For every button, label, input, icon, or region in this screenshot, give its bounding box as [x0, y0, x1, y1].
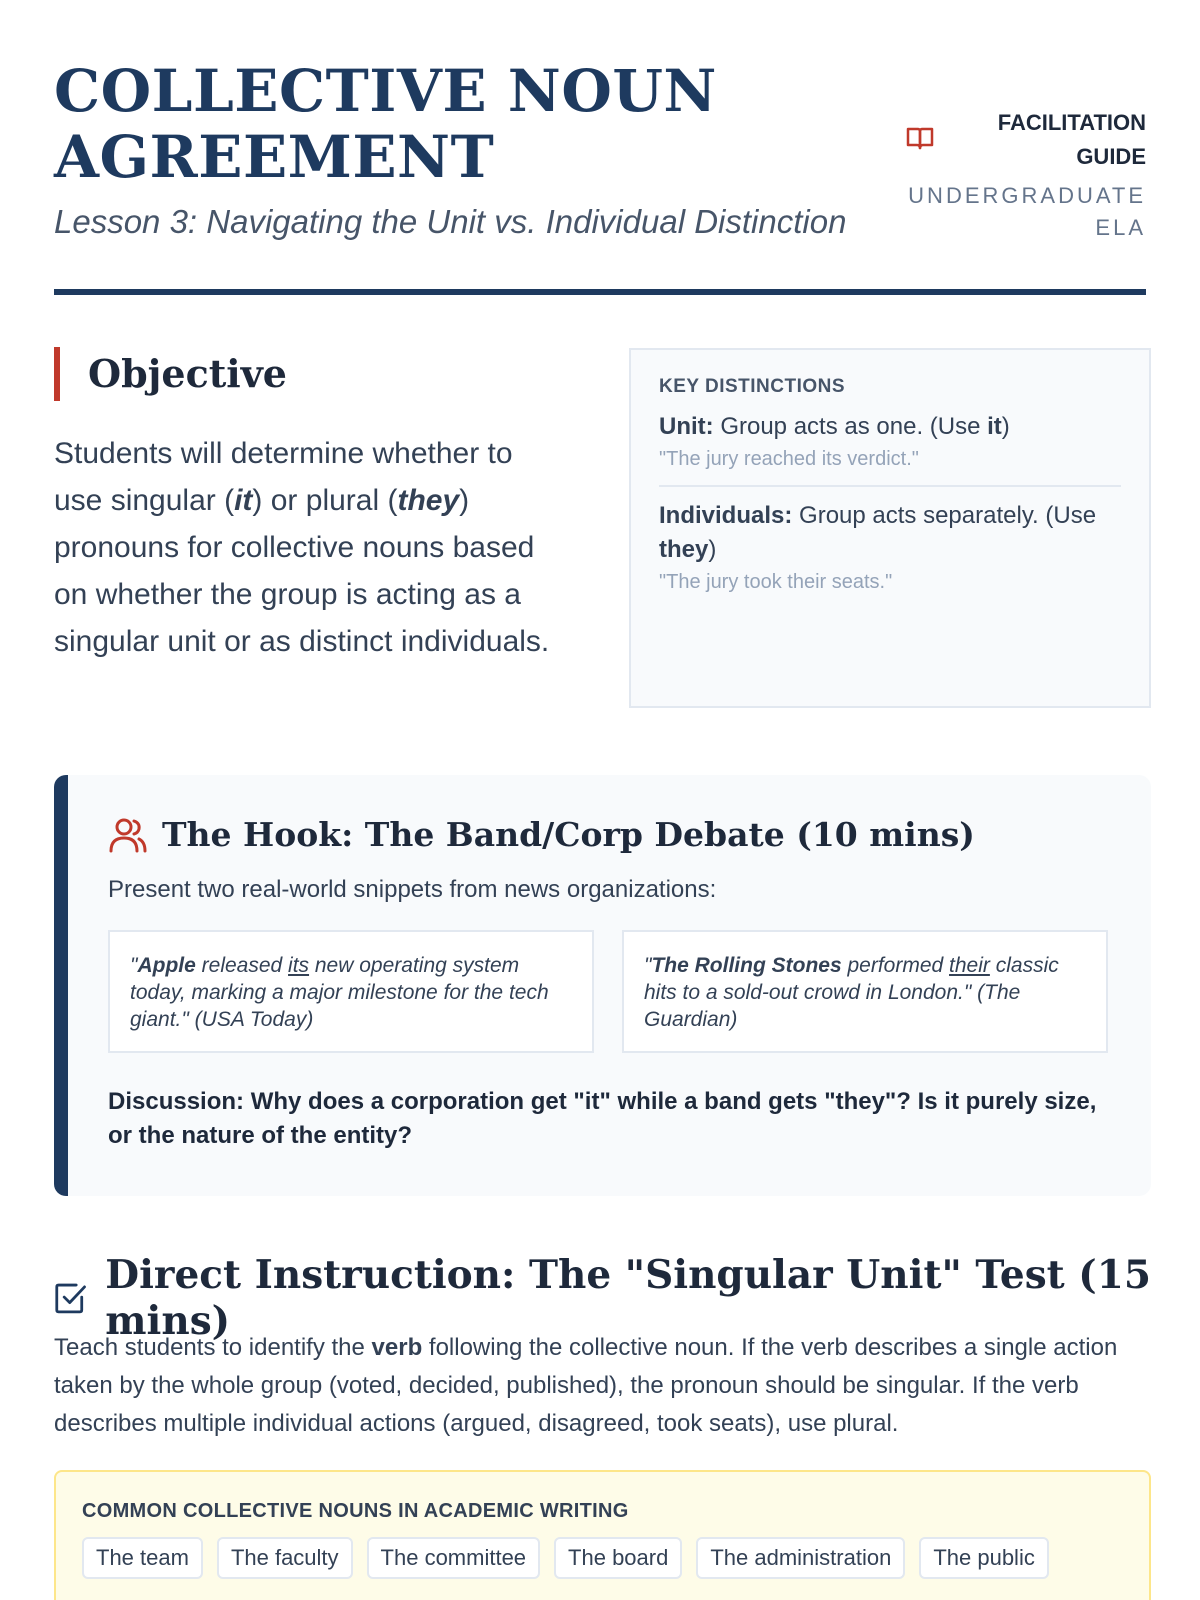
hook-title: The Hook: The Band/Corp Debate (10 mins) — [162, 815, 975, 854]
guide-meta — [906, 106, 1146, 244]
objective-it: it — [234, 484, 253, 517]
unit-word: it — [987, 413, 1002, 440]
quote-open: " — [644, 954, 652, 977]
objective-heading: Objective — [54, 347, 564, 401]
checkbox-icon — [54, 1280, 87, 1316]
common-nouns-label: COMMON COLLECTIVE NOUNS IN ACADEMIC WRITING — [82, 1500, 629, 1522]
unit-text: Group acts as one. (Use — [713, 413, 988, 440]
users-icon — [108, 816, 148, 854]
divider — [659, 485, 1121, 487]
direct-instruction-text — [54, 1329, 1154, 1443]
noun-chip: The public — [919, 1537, 1049, 1579]
individuals-close: ) — [708, 536, 717, 563]
quote-subject: The Rolling Stones — [651, 954, 842, 977]
individuals-text: Group acts separately. (Use — [792, 502, 1097, 529]
noun-chip: The board — [554, 1537, 682, 1579]
unit-example: "The jury reached its verdict." — [659, 448, 919, 470]
objective-text — [54, 430, 564, 665]
quote-pronoun: their — [949, 954, 990, 977]
quote-text: released — [195, 954, 289, 977]
unit-definition — [659, 410, 1121, 444]
level-label: UNDERGRADUATE ELA — [908, 183, 1146, 240]
hook-intro: Present two real-world snippets from news organizations: — [108, 876, 717, 903]
quote-open: " — [130, 954, 138, 977]
unit-label: Unit: — [659, 413, 714, 440]
guide-label: FACILITATION GUIDE — [997, 110, 1146, 169]
direct-instruction-title: Direct Instruction: The "Singular Unit" Test (15 mins) — [105, 1252, 1151, 1344]
quote-subject: Apple — [137, 954, 196, 977]
quote-text: performed — [841, 954, 950, 977]
key-distinctions-label: KEY DISTINCTIONS — [659, 376, 846, 397]
di-text-part: following the collective noun. If the verb describes a single action taken by the whole group (voted, decided, published), the pronoun should be singular. If the verb describes multiple individual actions (argued, disagreed, took seats), use plural. — [54, 1334, 1118, 1437]
page-header — [54, 0, 1146, 295]
page-subtitle: Lesson 3: Navigating the Unit vs. Individual Distinction — [54, 203, 847, 240]
book-open-icon — [906, 126, 934, 150]
hook-section — [54, 775, 1151, 1196]
quote-pronoun: its — [288, 954, 310, 977]
individuals-definition — [659, 499, 1121, 567]
quote-card — [622, 930, 1108, 1053]
objective-they: they — [397, 484, 460, 517]
di-verb: verb — [371, 1334, 423, 1361]
quote-card — [108, 930, 594, 1053]
quote-list — [108, 930, 1111, 1053]
discussion-question: Discussion: Why does a corporation get "it" while a band gets "they"? Is it purely size, or the nature of the entity? — [108, 1088, 1097, 1149]
quote-text: classic hits to a sold-out crowd in London." (The Guardian) — [644, 954, 1059, 1031]
objective-text-part: Students will determine whether to use singular ( — [54, 437, 513, 517]
noun-chip: The team — [82, 1537, 203, 1579]
hook-header — [108, 815, 1111, 854]
noun-chip: The administration — [696, 1537, 905, 1579]
objective-section — [54, 347, 564, 665]
noun-chip: The committee — [367, 1537, 541, 1579]
individuals-word: they — [659, 536, 709, 563]
unit-close: ) — [1001, 413, 1010, 440]
noun-chip: The faculty — [217, 1537, 353, 1579]
quote-text: new operating system today, marking a major milestone for the tech giant." (USA Today) — [130, 954, 549, 1031]
key-distinctions-box — [629, 348, 1151, 708]
noun-chip-list — [82, 1537, 1123, 1579]
di-text-part: Teach students to identify the — [54, 1334, 372, 1361]
objective-text-part: ) pronouns for collective nouns based on whether the group is acting as a singular unit or as distinct individuals. — [54, 484, 550, 658]
individuals-example: "The jury took their seats." — [659, 571, 893, 593]
page-title: COLLECTIVE NOUN AGREEMENT — [54, 57, 717, 191]
individuals-label: Individuals: — [659, 502, 793, 529]
common-nouns-box — [54, 1470, 1151, 1600]
objective-text-part: ) or plural ( — [252, 484, 398, 517]
